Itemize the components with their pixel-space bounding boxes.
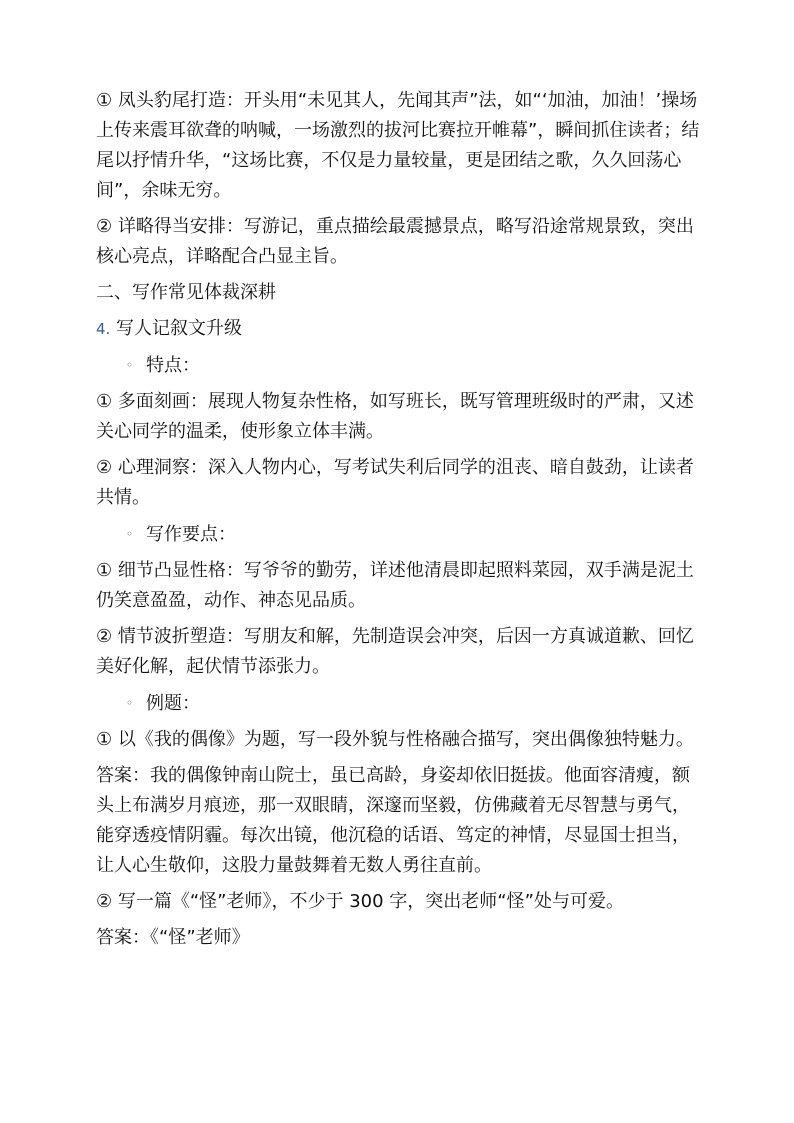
subsection-title: 写人记叙文升级 xyxy=(110,318,243,339)
bullet-icon: ◦ xyxy=(126,696,134,710)
paragraph-plot-twist: ② 情节波折塑造：写朋友和解，先制造误会冲突，后因一方真诚道歉、回忆美好化解，起伏情节添张力。 xyxy=(96,626,694,677)
paragraph-example-2: ② 写一篇《“怪”老师》，不少于 300 字，突出老师“怪”处与可爱。 xyxy=(96,891,624,912)
paragraph-psychology: ② 心理洞察：深入人物内心，写考试失利后同学的沮丧、暗自鼓劲，让读者共情。 xyxy=(96,457,694,508)
paragraph-multi-faceted: ① 多面刻画：展现人物复杂性格，如写班长，既写管理班级时的严肃，又述关心同学的温柔，使形象立体丰满。 xyxy=(96,391,694,442)
bullet-icon: ◦ xyxy=(126,358,134,372)
bullet-label: 特点： xyxy=(146,355,200,376)
paragraph-detail-arrangement: ② 详略得当安排：写游记，重点描绘最震撼景点，略写沿途常规景致，突出核心亮点，详略配合凸显主旨。 xyxy=(96,216,694,267)
paragraph-answer-2: 答案：《“怪”老师》 xyxy=(96,927,250,948)
subsection-heading xyxy=(96,314,706,344)
paragraph-answer-1: 答案：我的偶像钟南山院士，虽已高龄，身姿却依旧挺拔。他面容清瘦，额头上布满岁月痕迹，那一双眼睛，深邃而坚毅，仿佛藏着无尽智慧与勇气，能穿透疫情阴霾。每次出镜，他沉稳的话语、笃定的神情，尽显国士担当，让人心生敬仰，这股力量鼓舞着无数人勇往直前。 xyxy=(96,765,690,876)
paragraph-opening-ending: ① 凤头豹尾打造：开头用“未见其人，先闻其声”法，如“‘加油，加油！’操场上传来震耳欲聋的呐喊，一场激烈的拔河比赛拉开帷幕”，瞬间抓住读者；结尾以抒情升华，“这场比赛，不仅是力量较量，更是团结之歌，久久回荡心间”，余味无穷。 xyxy=(96,90,700,201)
section-heading: 二、写作常见体裁深耕 xyxy=(96,282,276,303)
subsection-number: 4. xyxy=(96,320,111,338)
document-page xyxy=(96,86,706,959)
paragraph-example-1: ① 以《我的偶像》为题，写一段外貌与性格融合描写，突出偶像独特魅力。 xyxy=(96,729,694,750)
bullet-icon: ◦ xyxy=(126,527,134,541)
bullet-label: 例题： xyxy=(146,693,200,714)
paragraph-detail-character: ① 细节凸显性格：写爷爷的勤劳，详述他清晨即起照料菜园，双手满是泥土仍笑意盈盈，动作、神态见品质。 xyxy=(96,560,694,611)
bullet-examples xyxy=(96,688,706,719)
bullet-writing-points xyxy=(96,519,706,550)
bullet-features xyxy=(96,350,706,381)
bullet-label: 写作要点： xyxy=(146,524,236,545)
